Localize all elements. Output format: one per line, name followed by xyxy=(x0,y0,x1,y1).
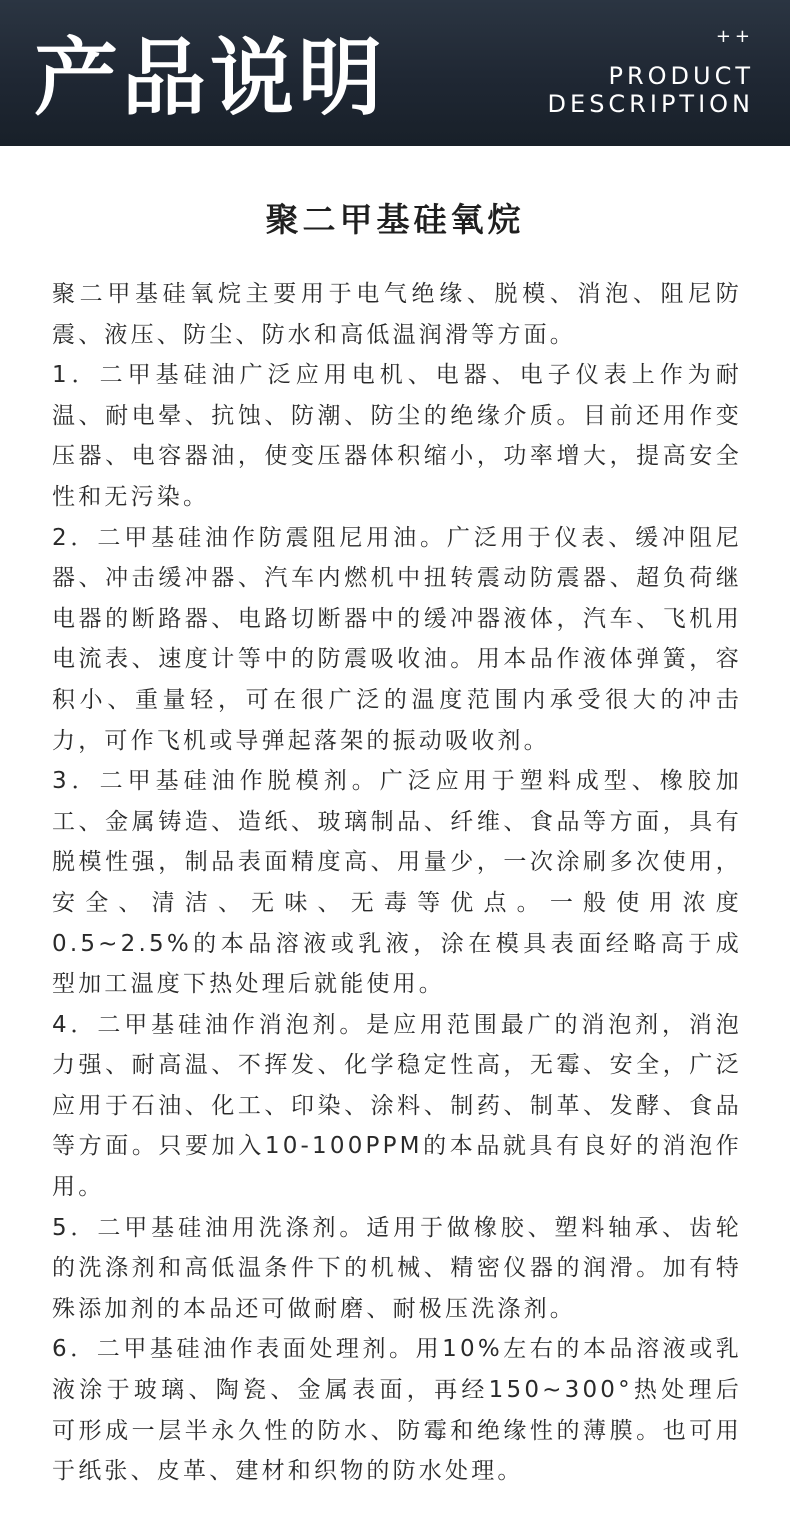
paragraph-2: 2．二甲基硅油作防震阻尼用油。广泛用于仪表、缓冲阻尼器、冲击缓冲器、汽车内燃机中扭转震动防震器、超负荷继电器的断路器、电路切断器中的缓冲器液体，汽车、飞机用电流表、速度计等中的防震吸收油。用本品作液体弹簧，容积小、重量轻，可在很广泛的温度范围内承受很大的冲击力，可作飞机或导弹起落架的振动吸收剂。 xyxy=(52,524,742,754)
paragraph-4: 4．二甲基硅油作消泡剂。是应用范围最广的消泡剂，消泡力强、耐高温、不挥发、化学稳定性高，无霉、安全，广泛应用于石油、化工、印染、涂料、制药、制革、发酵、食品等方面。只要加入10-100PPM的本品就具有良好的消泡作用。 xyxy=(52,1011,742,1201)
document-title: 聚二甲基硅氧烷 xyxy=(265,200,525,239)
header-english-line-2: DESCRIPTION xyxy=(547,90,754,118)
document-body xyxy=(52,274,742,1492)
plus-decoration: ++ xyxy=(715,26,754,47)
header-english-line-1: PRODUCT xyxy=(608,62,754,90)
paragraph-5: 5．二甲基硅油用洗涤剂。适用于做橡胶、塑料轴承、齿轮的洗涤剂和高低温条件下的机械、精密仪器的润滑。加有特殊添加剂的本品还可做耐磨、耐极压洗涤剂。 xyxy=(52,1214,742,1322)
paragraph-3: 3．二甲基硅油作脱模剂。广泛应用于塑料成型、橡胶加工、金属铸造、造纸、玻璃制品、纤维、食品等方面，具有脱模性强，制品表面精度高、用量少，一次涂刷多次使用，安全、清洁、无味、无毒等优点。一般使用浓度0.5~2.5%的本品溶液或乳液，涂在模具表面经略高于成型加工温度下热处理后就能使用。 xyxy=(52,768,742,998)
paragraph-intro: 聚二甲基硅氧烷主要用于电气绝缘、脱模、消泡、阻尼防震、液压、防尘、防水和高低温润滑等方面。 xyxy=(52,281,742,348)
header-title: 产品说明 xyxy=(34,29,387,127)
header-banner xyxy=(0,0,790,146)
paragraph-1: 1．二甲基硅油广泛应用电机、电器、电子仪表上作为耐温、耐电晕、抗蚀、防潮、防尘的绝缘介质。目前还用作变压器、电容器油，使变压器体积缩小，功率增大，提高安全性和无污染。 xyxy=(52,362,742,510)
header-english-title xyxy=(548,62,754,118)
paragraph-6: 6．二甲基硅油作表面处理剂。用10%左右的本品溶液或乳液涂于玻璃、陶瓷、金属表面，再经150~300°热处理后可形成一层半永久性的防水、防霉和绝缘性的薄膜。也可用于纸张、皮革、建材和织物的防水处理。 xyxy=(52,1336,742,1485)
